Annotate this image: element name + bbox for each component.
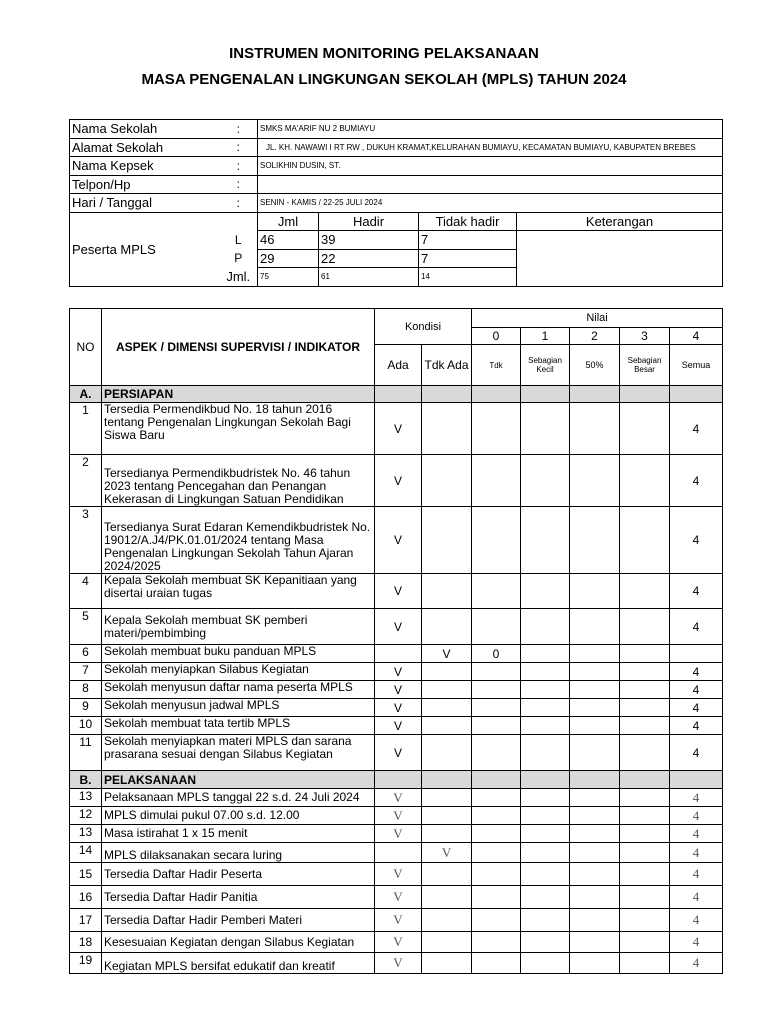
row-ada: V	[375, 507, 422, 574]
row-no: 6	[70, 645, 102, 663]
row-no: 8	[70, 681, 102, 699]
header-ada: Ada	[375, 345, 422, 386]
row-score-4: 4	[670, 843, 723, 863]
row-no: 19	[70, 953, 102, 974]
row-ada: V	[375, 717, 422, 735]
value-telpon	[258, 175, 723, 194]
row-tdk-ada	[422, 953, 472, 974]
row-score-0	[472, 403, 521, 455]
tidak-total: 14	[419, 268, 517, 287]
row-aspek: Tersedia Daftar Hadir Pemberi Materi	[102, 909, 375, 932]
label-hari-tanggal: Hari / Tanggal	[70, 194, 220, 213]
section-b-title: PELAKSANAAN	[102, 771, 375, 789]
row-tdk-ada	[422, 717, 472, 735]
row-no: 12	[70, 807, 102, 825]
section-a-code: A.	[70, 386, 102, 403]
row-no: 3	[70, 507, 102, 574]
section-a-title: PERSIAPAN	[102, 386, 375, 403]
table-row	[70, 843, 723, 863]
row-score-4: 4	[670, 507, 723, 574]
header-no: NO	[70, 309, 102, 386]
row-tdk-ada	[422, 681, 472, 699]
row-score-0	[472, 699, 521, 717]
table-row	[70, 807, 723, 825]
row-aspek: Tersedia Daftar Hadir Panitia	[102, 886, 375, 909]
header-hadir: Hadir	[319, 212, 419, 231]
row-score-4: 4	[670, 681, 723, 699]
row-tdk-ada	[422, 609, 472, 645]
row-tdk-ada	[422, 507, 472, 574]
colon: :	[220, 157, 258, 176]
value-nama-sekolah: SMKS MA'ARIF NU 2 BUMIAYU	[258, 120, 723, 139]
row-aspek: MPLS dilaksanakan secara luring	[102, 843, 375, 863]
row-score-0	[472, 574, 521, 609]
hadir-total: 61	[319, 268, 419, 287]
table-row	[70, 403, 723, 455]
row-label-l: L	[234, 232, 242, 247]
table-row	[70, 663, 723, 681]
row-label-p: P	[234, 251, 243, 266]
row-tdk-ada	[422, 574, 472, 609]
score-0: 0	[472, 328, 521, 345]
row-tdk-ada	[422, 863, 472, 886]
row-ada: V	[375, 886, 422, 909]
row-aspek: Masa istirahat 1 x 15 menit	[102, 825, 375, 843]
row-tdk-ada	[422, 735, 472, 771]
row-ada: V	[375, 574, 422, 609]
score-3: 3	[620, 328, 670, 345]
row-aspek: Sekolah membuat tata tertib MPLS	[102, 717, 375, 735]
label-telpon: Telpon/Hp	[70, 175, 220, 194]
row-ada: V	[375, 789, 422, 807]
table-row	[70, 789, 723, 807]
table-row	[70, 609, 723, 645]
row-aspek: Sekolah menyiapkan materi MPLS dan sarana prasarana sesuai dengan Silabus Kegiatan	[102, 735, 375, 771]
row-aspek: Sekolah menyusun jadwal MPLS	[102, 699, 375, 717]
row-score-4	[670, 645, 723, 663]
hadir-p: 22	[319, 249, 419, 268]
row-aspek: Kesesuaian Kegiatan dengan Silabus Kegiatan	[102, 932, 375, 953]
header-tidak-hadir: Tidak hadir	[419, 212, 517, 231]
header-nilai: Nilai	[472, 309, 723, 328]
score-2: 2	[570, 328, 620, 345]
row-no: 16	[70, 886, 102, 909]
row-tdk-ada	[422, 663, 472, 681]
row-ada: V	[375, 825, 422, 843]
row-score-4: 4	[670, 663, 723, 681]
table-row	[70, 574, 723, 609]
score-label-4: Semua	[670, 345, 723, 386]
table-row	[70, 735, 723, 771]
label-nama-sekolah: Nama Sekolah	[70, 120, 220, 139]
row-score-4: 4	[670, 717, 723, 735]
row-aspek: Tersedia Permendikbud No. 18 tahun 2016 tentang Pengenalan Lingkungan Sekolah Bagi Siswa Baru	[102, 403, 375, 455]
header-kondisi: Kondisi	[375, 309, 472, 345]
header-aspek: ASPEK / DIMENSI SUPERVISI / INDIKATOR	[102, 309, 375, 386]
row-score-4: 4	[670, 909, 723, 932]
score-4: 4	[670, 328, 723, 345]
row-ada: V	[375, 932, 422, 953]
score-label-0: Tdk	[472, 345, 521, 386]
header-jml: Jml	[258, 212, 319, 231]
colon: :	[220, 194, 258, 213]
row-tdk-ada: V	[422, 843, 472, 863]
row-ada: V	[375, 953, 422, 974]
row-aspek: Pelaksanaan MPLS tanggal 22 s.d. 24 Juli 2024	[102, 789, 375, 807]
jml-l: 46	[258, 231, 319, 250]
row-no: 15	[70, 863, 102, 886]
tidak-p: 7	[419, 249, 517, 268]
row-score-4: 4	[670, 735, 723, 771]
row-ada: V	[375, 609, 422, 645]
row-score-0	[472, 507, 521, 574]
score-label-1: Sebagian Kecil	[521, 345, 570, 386]
tidak-l: 7	[419, 231, 517, 250]
jml-p: 29	[258, 249, 319, 268]
row-aspek: Tersedia Daftar Hadir Peserta	[102, 863, 375, 886]
row-score-4: 4	[670, 932, 723, 953]
row-score-4: 4	[670, 789, 723, 807]
row-tdk-ada	[422, 886, 472, 909]
row-ada: V	[375, 807, 422, 825]
row-aspek: MPLS dimulai pukul 07.00 s.d. 12.00	[102, 807, 375, 825]
table-row	[70, 645, 723, 663]
row-aspek: Sekolah menyusun daftar nama peserta MPLS	[102, 681, 375, 699]
row-aspek: Sekolah menyiapkan Silabus Kegiatan	[102, 663, 375, 681]
row-score-4: 4	[670, 863, 723, 886]
table-row	[70, 863, 723, 886]
row-aspek: Kepala Sekolah membuat SK Kepanitiaan yang disertai uraian tugas	[102, 574, 375, 609]
row-no: 10	[70, 717, 102, 735]
row-tdk-ada	[422, 807, 472, 825]
label-peserta: Peserta MPLS	[70, 212, 220, 286]
row-score-4: 4	[670, 403, 723, 455]
table-row	[70, 681, 723, 699]
row-no: 9	[70, 699, 102, 717]
row-score-4: 4	[670, 807, 723, 825]
table-row	[70, 886, 723, 909]
row-ada	[375, 645, 422, 663]
row-aspek: Tersedianya Permendikbudristek No. 46 tahun 2023 tentang Pencegahan dan Penangan Kekerasan di Lingkungan Satuan Pendidikan	[102, 455, 375, 507]
document-subtitle: MASA PENGENALAN LINGKUNGAN SEKOLAH (MPLS) TAHUN 2024	[141, 71, 627, 88]
row-score-4: 4	[670, 825, 723, 843]
table-row	[70, 932, 723, 953]
row-score-0	[472, 735, 521, 771]
row-score-0	[472, 455, 521, 507]
row-ada: V	[375, 455, 422, 507]
row-score-4: 4	[670, 886, 723, 909]
value-alamat: JL. KH. NAWAWI I RT RW , DUKUH KRAMAT,KELURAHAN BUMIAYU, KECAMATAN BUMIAYU, KABUPATEN BREBES	[258, 138, 723, 157]
hadir-l: 39	[319, 231, 419, 250]
value-kepsek: SOLIKHIN DUSIN, ST.	[258, 157, 723, 176]
row-ada	[375, 843, 422, 863]
row-no: 13	[70, 825, 102, 843]
score-1: 1	[521, 328, 570, 345]
row-score-4: 4	[670, 455, 723, 507]
header-keterangan: Keterangan	[517, 212, 723, 231]
row-tdk-ada	[422, 403, 472, 455]
row-ada: V	[375, 735, 422, 771]
value-hari-tanggal: SENIN - KAMIS / 22-25 JULI 2024	[258, 194, 723, 213]
row-no: 2	[70, 455, 102, 507]
row-ada: V	[375, 663, 422, 681]
row-no: 13	[70, 789, 102, 807]
row-no: 17	[70, 909, 102, 932]
row-aspek: Tersedianya Surat Edaran Kemendikbudristek No. 19012/A.J4/PK.01.01/2024 tentang Masa Pengenalan Lingkungan Sekolah Tahun Ajaran 2024/2025	[102, 507, 375, 574]
row-score-0	[472, 609, 521, 645]
table-row	[70, 717, 723, 735]
row-tdk-ada	[422, 455, 472, 507]
row-score-4: 4	[670, 609, 723, 645]
score-label-3: Sebagian Besar	[620, 345, 670, 386]
label-alamat: Alamat Sekolah	[70, 138, 220, 157]
row-no: 7	[70, 663, 102, 681]
table-row	[70, 825, 723, 843]
score-label-2: 50%	[570, 345, 620, 386]
keterangan-cell	[517, 231, 723, 287]
row-no: 14	[70, 843, 102, 863]
row-no: 4	[70, 574, 102, 609]
row-no: 5	[70, 609, 102, 645]
row-score-0	[472, 681, 521, 699]
row-aspek: Sekolah membuat buku panduan MPLS	[102, 645, 375, 663]
row-tdk-ada	[422, 825, 472, 843]
header-tdk-ada: Tdk Ada	[422, 345, 472, 386]
row-tdk-ada: V	[422, 645, 472, 663]
monitoring-table	[69, 308, 723, 974]
table-row	[70, 507, 723, 574]
row-tdk-ada	[422, 932, 472, 953]
row-score-0: 0	[472, 645, 521, 663]
row-ada: V	[375, 909, 422, 932]
row-no: 1	[70, 403, 102, 455]
document-title: INSTRUMEN MONITORING PELAKSANAAN	[229, 45, 539, 62]
row-score-4: 4	[670, 699, 723, 717]
row-score-0	[472, 717, 521, 735]
table-row	[70, 699, 723, 717]
label-kepsek: Nama Kepsek	[70, 157, 220, 176]
colon: :	[220, 138, 258, 157]
row-ada: V	[375, 403, 422, 455]
jml-total: 75	[258, 268, 319, 287]
row-no: 18	[70, 932, 102, 953]
colon: :	[220, 120, 258, 139]
row-ada: V	[375, 863, 422, 886]
row-tdk-ada	[422, 699, 472, 717]
row-no: 11	[70, 735, 102, 771]
colon: :	[220, 175, 258, 194]
section-b-code: B.	[70, 771, 102, 789]
row-aspek: Kepala Sekolah membuat SK pemberi materi/pembimbing	[102, 609, 375, 645]
row-aspek: Kegiatan MPLS bersifat edukatif dan kreatif	[102, 953, 375, 974]
row-tdk-ada	[422, 789, 472, 807]
row-label-jml: Jml.	[220, 268, 258, 287]
row-score-0	[472, 663, 521, 681]
table-row	[70, 455, 723, 507]
row-ada: V	[375, 699, 422, 717]
school-info-table	[69, 119, 723, 287]
row-tdk-ada	[422, 909, 472, 932]
table-row	[70, 909, 723, 932]
row-ada: V	[375, 681, 422, 699]
row-score-4: 4	[670, 953, 723, 974]
table-row	[70, 953, 723, 974]
row-score-4: 4	[670, 574, 723, 609]
